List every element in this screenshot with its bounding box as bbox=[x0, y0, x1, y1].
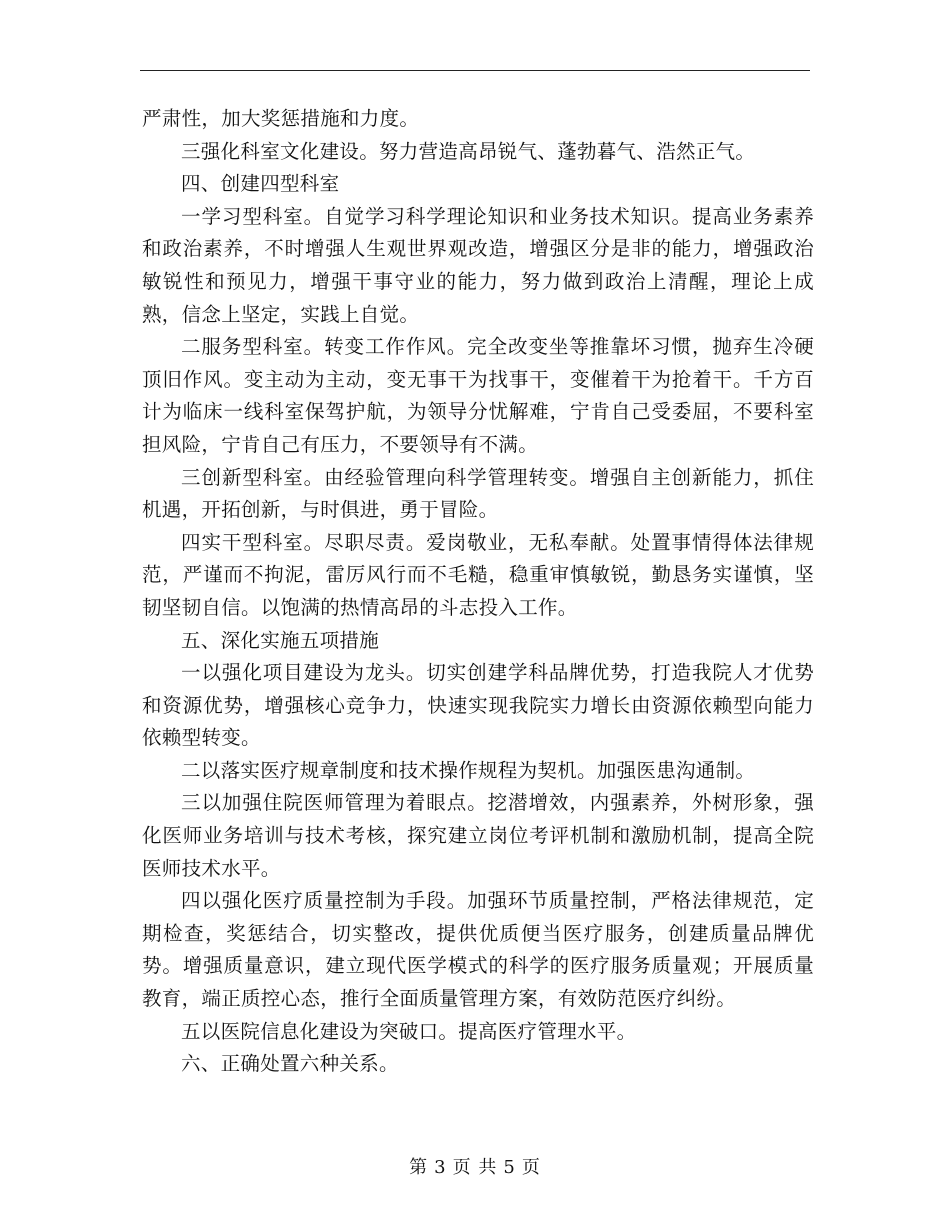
paragraph: 三创新型科室。由经验管理向科学管理转变。增强自主创新能力，抓住机遇，开拓创新，与时俱进，勇于冒险。 bbox=[142, 465, 814, 522]
paragraph: 二服务型科室。转变工作作风。完全改变坐等推靠坏习惯，抛弃生冷硬顶旧作风。变主动为主动，变无事干为找事干，变催着干为抢着干。千方百计为临床一线科室保驾护航，为领导分忧解难，宁肯自己受委屈，不要科室担风险，宁肯自己有压力，不要领导有不满。 bbox=[142, 335, 814, 456]
footer-total-pages: 5 bbox=[503, 1157, 516, 1178]
paragraph: 一学习型科室。自觉学习科学理论知识和业务技术知识。提高业务素养和政治素养，不时增强人生观世界观改造，增强区分是非的能力，增强政治敏锐性和预见力，增强干事守业的能力，努力做到政治上清醒，理论上成熟，信念上坚定，实践上自觉。 bbox=[142, 204, 814, 326]
paragraph: 一以强化项目建设为龙头。切实创建学科品牌优势，打造我院人才优势和资源优势，增强核心竞争力，快速实现我院实力增长由资源依赖型向能力依赖型转变。 bbox=[142, 661, 814, 750]
section-heading: 五、深化实施五项措施 bbox=[181, 628, 380, 652]
page-footer bbox=[0, 1153, 950, 1179]
section-heading: 六、正确处置六种关系。 bbox=[181, 1052, 399, 1076]
paragraph: 四以强化医疗质量控制为手段。加强环节质量控制，严格法律规范，定期检查，奖惩结合，切实整改，提供优质便当医疗服务，创建质量品牌优势。增强质量意识，建立现代医学模式的科学的医疗服务质量观；开展质量教育，端正质控心态，推行全面质量管理方案，有效防范医疗纠纷。 bbox=[142, 889, 814, 1011]
document-body bbox=[142, 103, 814, 1081]
paragraph: 三以加强住院医师管理为着眼点。挖潜增效，内强素养，外树形象，强化医师业务培训与技术考核，探究建立岗位考评机制和激励机制，提高全院医师技术水平。 bbox=[142, 791, 814, 880]
footer-current-page: 3 bbox=[434, 1157, 447, 1178]
footer-prefix: 第 bbox=[409, 1157, 429, 1178]
footer-middle: 页 共 bbox=[452, 1157, 498, 1178]
footer-suffix: 页 bbox=[521, 1157, 541, 1178]
section-heading: 四、创建四型科室 bbox=[181, 172, 340, 196]
paragraph: 三强化科室文化建设。努力营造高昂锐气、蓬勃暮气、浩然正气。 bbox=[181, 139, 756, 163]
paragraph: 严肃性，加大奖惩措施和力度。 bbox=[142, 107, 420, 130]
paragraph: 二以落实医疗规章制度和技术操作规程为契机。加强医患沟通制。 bbox=[181, 758, 756, 782]
header-rule bbox=[140, 70, 810, 71]
paragraph: 五以医院信息化建设为突破口。提高医疗管理水平。 bbox=[181, 1019, 637, 1043]
paragraph: 四实干型科室。尽职尽责。爱岗敬业，无私奉献。处置事情得体法律规范，严谨而不拘泥，雷厉风行而不毛糙，稳重审慎敏锐，勤恳务实谨慎，坚韧坚韧自信。以饱满的热情高昂的斗志投入工作。 bbox=[142, 530, 814, 619]
